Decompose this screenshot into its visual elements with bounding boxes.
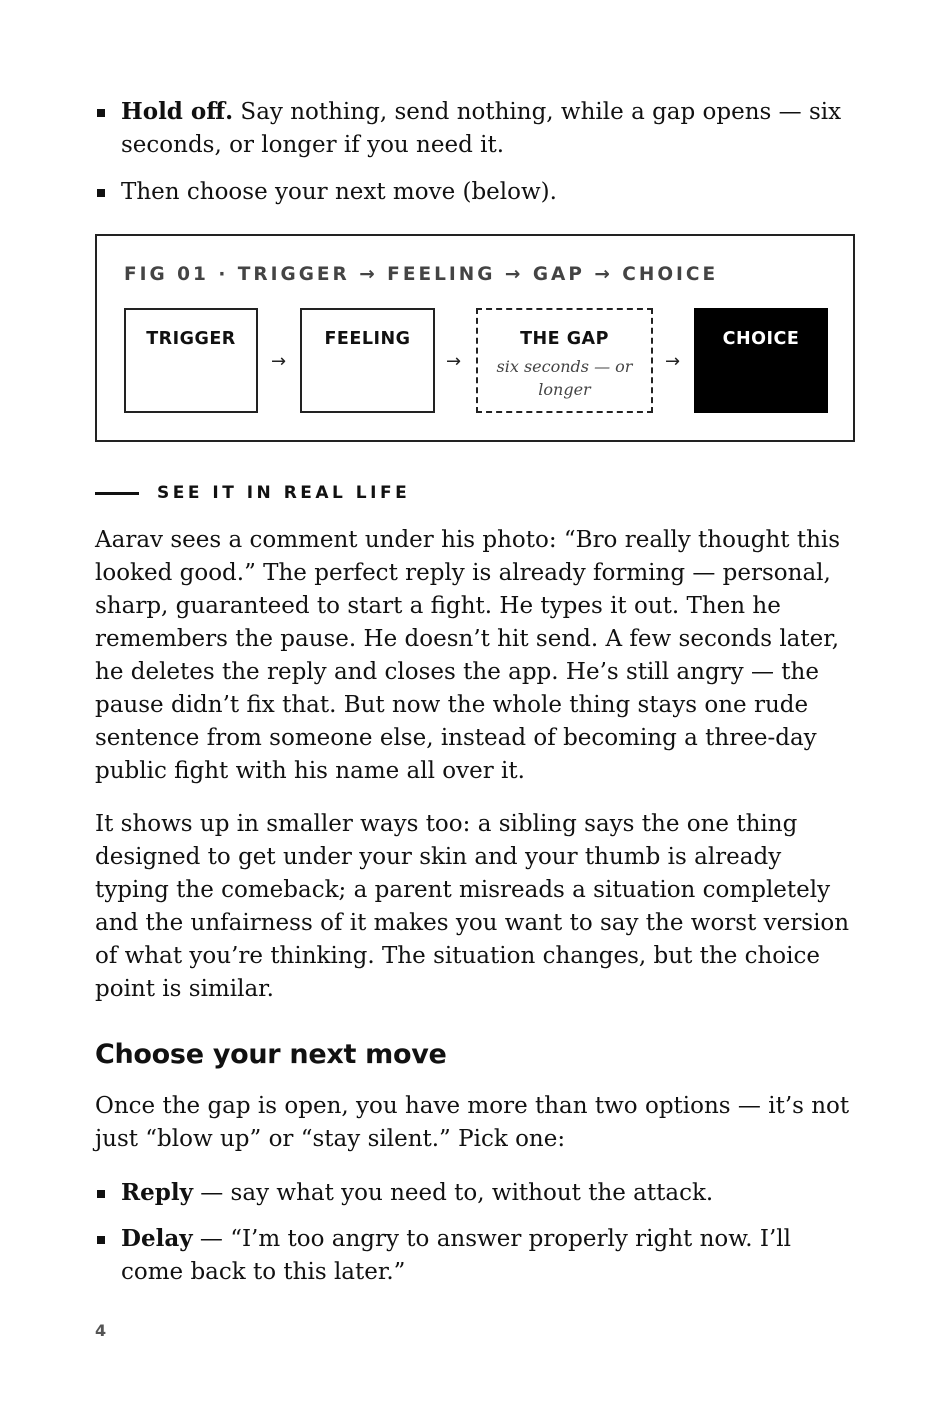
section-rule (95, 492, 139, 495)
arrow-right-icon: → (446, 351, 462, 372)
section-heading: Choose your next move (95, 1039, 447, 1070)
section-label-text: SEE IT IN REAL LIFE (157, 483, 411, 503)
bullet-bold: Reply (121, 1179, 193, 1206)
arrow-right-icon: → (271, 351, 287, 372)
bullet-text: Then choose your next move (below). (121, 179, 557, 205)
figure-title: FIG 01 · TRIGGER → FEELING → GAP → CHOICE (124, 264, 719, 285)
bullet-list (95, 1176, 855, 1210)
bullet-reply (95, 1176, 855, 1210)
bullet-text: Say nothing, send nothing, while a gap opens — six seconds, or longer if you need it. (121, 99, 842, 158)
figure-box-choice (694, 308, 828, 413)
figure-box-label: CHOICE (722, 329, 800, 349)
figure-box-label: FEELING (324, 329, 411, 349)
section-label (95, 483, 410, 503)
figure-box-label: THE GAP (520, 329, 609, 349)
bullet-delay (95, 1222, 855, 1289)
figure-box-trigger (124, 308, 258, 413)
bullet-then-choose (95, 175, 855, 209)
bullet-list (95, 95, 855, 162)
figure-box-sublabel: six seconds — or longer (496, 357, 633, 399)
intro-paragraph: Once the gap is open, you have more than two options — it’s not just “blow up” or “stay silent.” Pick one: (95, 1093, 850, 1152)
bullet-bold: Hold off. (121, 98, 234, 125)
bullet-list (95, 175, 855, 209)
arrow-right-icon: → (665, 351, 681, 372)
bullet-bold: Delay (121, 1225, 193, 1252)
bullet-text: — say what you need to, without the attack. (192, 1180, 714, 1206)
body-paragraph: It shows up in smaller ways too: a sibling says the one thing designed to get under your skin and your thumb is already typing the comeback; a parent misreads a situation completely and the unfairness of it makes you want to say the worst version of what you’re thinking. The situation changes, but the choice point is similar. (95, 811, 850, 1002)
bullet-hold-off (95, 95, 855, 162)
figure-box-the-gap (476, 308, 653, 413)
bullet-list (95, 1222, 855, 1289)
page-number: 4 (95, 1321, 107, 1340)
bullet-text: — “I’m too angry to answer properly right now. I’ll come back to this later.” (121, 1226, 791, 1285)
story-paragraph: Aarav sees a comment under his photo: “Bro really thought this looked good.” The perfect reply is already forming — personal, sharp, guaranteed to start a fight. He types it out. Then he remembers the pause. He doesn’t hit send. A few seconds later, he deletes the reply and closes the app. He’s still angry — the pause didn’t fix that. But now the whole thing stays one rude sentence from someone else, instead of becoming a three-day public fight with his name all over it. (95, 527, 841, 784)
figure-box-feeling (300, 308, 435, 413)
figure-box-label: TRIGGER (146, 329, 236, 349)
figure-trigger-feeling-gap-choice (95, 234, 855, 442)
